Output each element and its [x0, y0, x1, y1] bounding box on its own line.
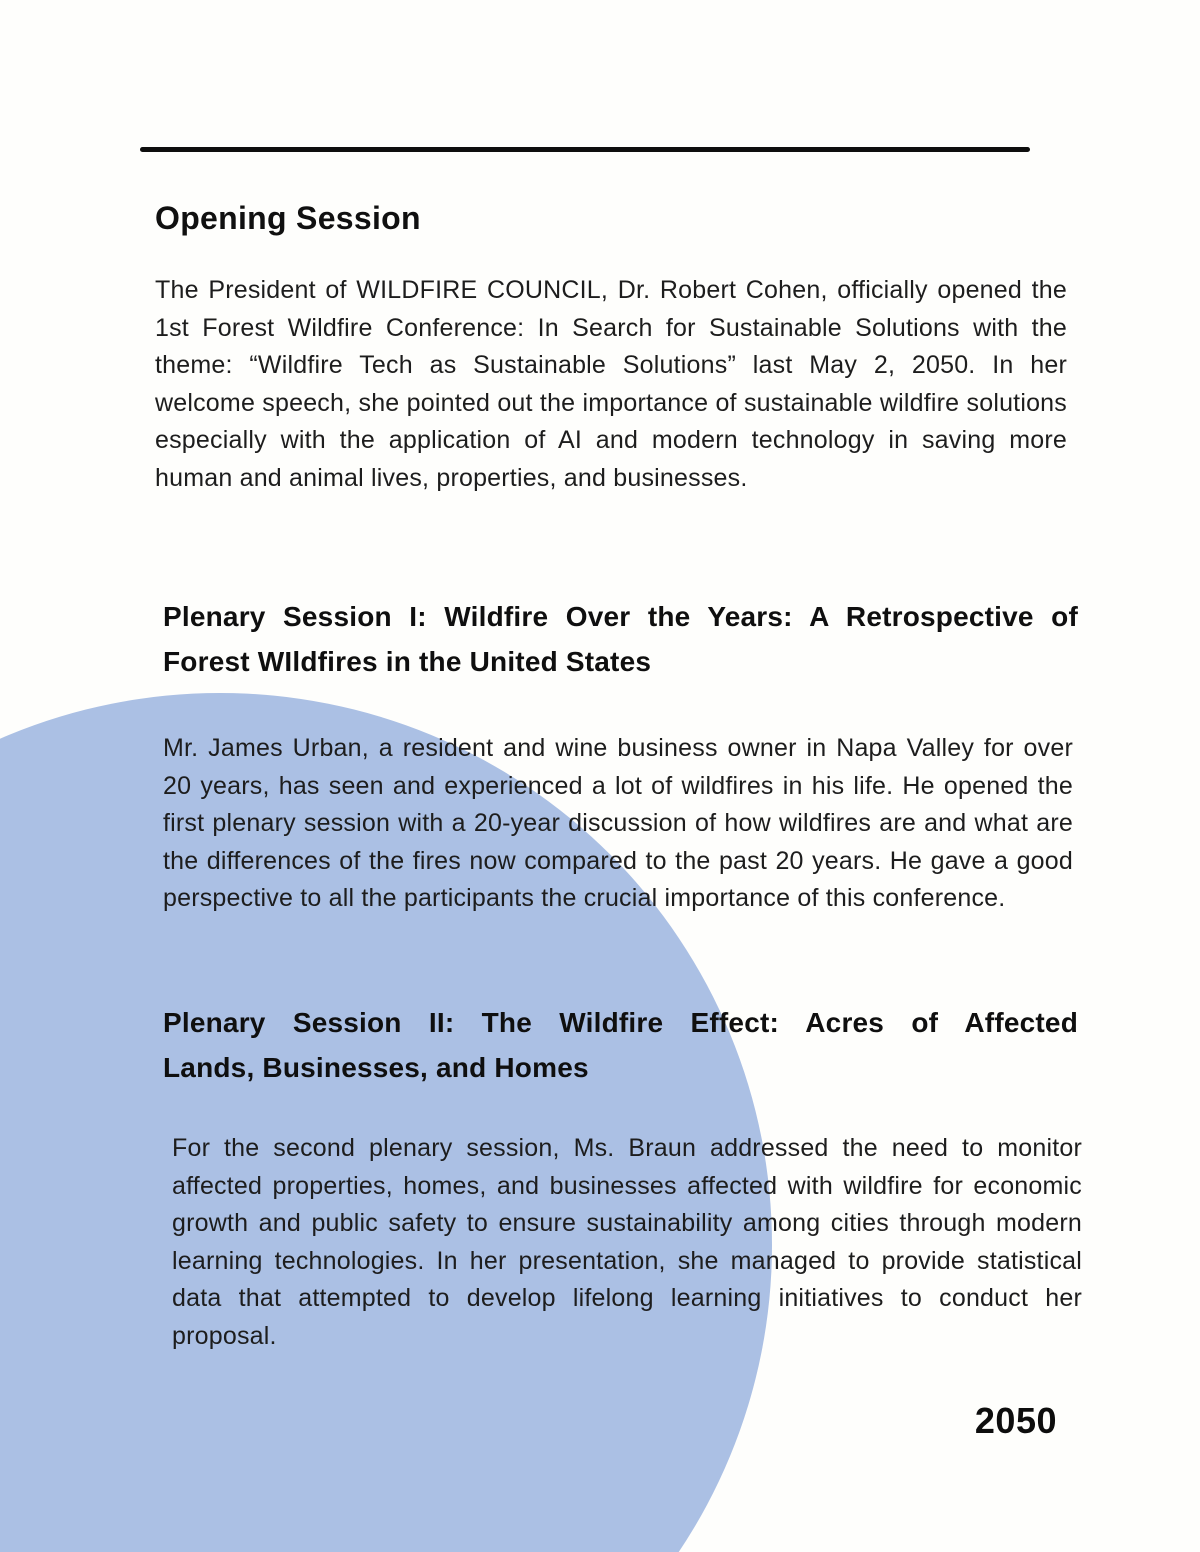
top-divider-line [140, 147, 1030, 152]
plenary-session-1-heading-line-2: Forest WIldfires in the United States [163, 646, 652, 677]
plenary-session-1-heading [163, 594, 1078, 684]
plenary-session-2-heading-line-2: Lands, Businesses, and Homes [163, 1052, 589, 1083]
plenary-session-1-heading-line-1: Plenary Session I: Wildfire Over the Years: A Retrospective of [163, 601, 1078, 632]
opening-session-paragraph: The President of WILDFIRE COUNCIL, Dr. Robert Cohen, officially opened the 1st Forest Wildfire Conference: In Search for Sustainable Solutions with the theme: “Wildfire Tech as Sustainable Solutions” last May 2, 2050. In her welcome speech, she pointed out the importance of sustainable wildfire solutions especially with the application of AI and modern technology in saving more human and animal lives, properties, and businesses. [155, 276, 1067, 492]
opening-session-heading: Opening Session [155, 200, 421, 236]
plenary-session-2-heading [163, 1000, 1078, 1090]
plenary-session-2-heading-line-1: Plenary Session II: The Wildfire Effect: Acres of Affected [163, 1007, 1078, 1038]
plenary-session-1-paragraph: Mr. James Urban, a resident and wine business owner in Napa Valley for over 20 years, has seen and experienced a lot of wildfires in his life. He opened the first plenary session with a 20-year discussion of how wildfires are and what are the differences of the fires now compared to the past 20 years. He gave a good perspective to all the participants the crucial importance of this conference. [163, 734, 1073, 913]
plenary-session-2-paragraph: For the second plenary session, Ms. Braun addressed the need to monitor affected properties, homes, and businesses affected with wildfire for economic growth and public safety to ensure sustainability among cities through modern learning technologies. In her presentation, she managed to provide statistical data that attempted to develop lifelong learning initiatives to conduct her proposal. [172, 1134, 1082, 1350]
year-label: 2050 [974, 1400, 1057, 1441]
